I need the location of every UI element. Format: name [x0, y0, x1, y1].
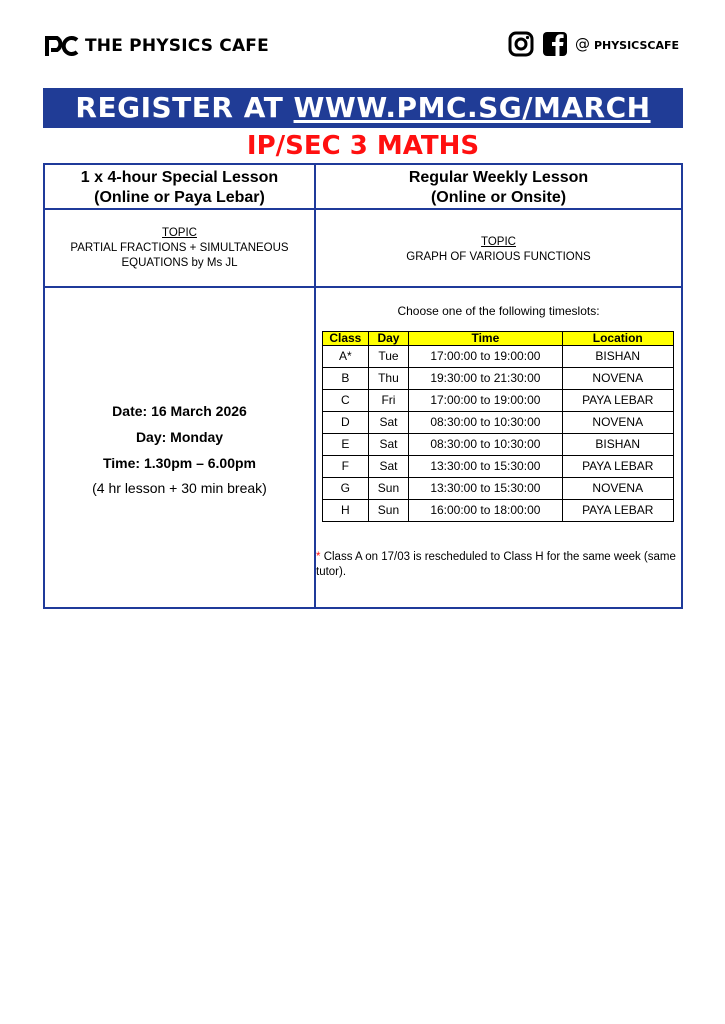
- time-cell: 08:30:00 to 10:30:00: [409, 434, 562, 456]
- register-banner: [43, 88, 683, 128]
- timeslot-header-row: [323, 332, 674, 346]
- page-header: [43, 30, 683, 66]
- table-row: [323, 478, 674, 500]
- location-cell: NOVENA: [562, 412, 673, 434]
- special-topic-cell: [45, 212, 314, 288]
- register-url-link[interactable]: WWW.PMC.SG/MARCH: [293, 91, 651, 124]
- social-links: [501, 30, 679, 58]
- brand-name: THE PHYSICS CAFE: [85, 36, 269, 56]
- table-row: [323, 434, 674, 456]
- regular-topic-label: TOPIC: [481, 236, 516, 248]
- pc-logo-icon: [43, 34, 81, 58]
- footnote-text: Class A on 17/03 is rescheduled to Class H for the same week (same tutor).: [316, 551, 676, 578]
- brand: [43, 34, 269, 58]
- table-row: [323, 346, 674, 368]
- time-cell: 19:30:00 to 21:30:00: [409, 368, 562, 390]
- time-cell: 08:30:00 to 10:30:00: [409, 412, 562, 434]
- header-location: Location: [562, 332, 673, 346]
- day-cell: Thu: [368, 368, 409, 390]
- subject-title: IP/SEC 3 MATHS: [246, 131, 480, 161]
- regular-topic: GRAPH OF VARIOUS FUNCTIONS: [406, 251, 591, 263]
- class-cell: B: [323, 368, 369, 390]
- location-cell: BISHAN: [562, 346, 673, 368]
- location-cell: PAYA LEBAR: [562, 456, 673, 478]
- special-topic-label: TOPIC: [162, 227, 197, 239]
- schedule-table: [43, 163, 683, 609]
- header-day: Day: [368, 332, 409, 346]
- special-lesson-heading: [45, 165, 314, 210]
- class-cell: A*: [323, 346, 369, 368]
- location-cell: NOVENA: [562, 368, 673, 390]
- class-cell: F: [323, 456, 369, 478]
- register-prefix: REGISTER AT: [75, 91, 284, 124]
- regular-topic-cell: [316, 212, 681, 288]
- special-day: Day: Monday: [135, 429, 224, 445]
- time-cell: 13:30:00 to 15:30:00: [409, 478, 562, 500]
- day-cell: Fri: [368, 390, 409, 412]
- header-class: Class: [323, 332, 369, 346]
- day-cell: Sun: [368, 478, 409, 500]
- regular-lesson-column: [316, 165, 681, 607]
- time-cell: 17:00:00 to 19:00:00: [409, 390, 562, 412]
- special-heading-line2: (Online or Paya Lebar): [94, 189, 265, 206]
- regular-heading-line1: Regular Weekly Lesson: [408, 169, 589, 186]
- class-cell: E: [323, 434, 369, 456]
- regular-heading-line2: (Online or Onsite): [430, 189, 567, 206]
- special-date: Date: 16 March 2026: [112, 403, 247, 419]
- special-topic-line2: EQUATIONS by Ms JL: [121, 257, 238, 269]
- special-time: Time: 1.30pm – 6.00pm: [102, 455, 257, 471]
- location-cell: NOVENA: [562, 478, 673, 500]
- special-details-cell: [45, 290, 314, 607]
- header-time: Time: [409, 332, 562, 346]
- location-cell: PAYA LEBAR: [562, 390, 673, 412]
- time-cell: 17:00:00 to 19:00:00: [409, 346, 562, 368]
- time-cell: 13:30:00 to 15:30:00: [409, 456, 562, 478]
- footnote-star: *: [316, 551, 321, 563]
- table-row: [323, 390, 674, 412]
- table-row: [323, 500, 674, 522]
- class-cell: D: [323, 412, 369, 434]
- location-cell: BISHAN: [562, 434, 673, 456]
- location-cell: PAYA LEBAR: [562, 500, 673, 522]
- table-row: [323, 412, 674, 434]
- day-cell: Sun: [368, 500, 409, 522]
- day-cell: Sat: [368, 434, 409, 456]
- at-sign: @: [574, 35, 590, 53]
- handle-text: PHYSICSCAFE: [593, 39, 679, 52]
- facebook-icon[interactable]: [541, 30, 569, 58]
- class-cell: C: [323, 390, 369, 412]
- special-note: (4 hr lesson + 30 min break): [92, 480, 267, 496]
- reschedule-footnote: [316, 550, 677, 580]
- special-lesson-column: [45, 165, 316, 607]
- class-cell: H: [323, 500, 369, 522]
- class-cell: G: [323, 478, 369, 500]
- special-topic-line1: PARTIAL FRACTIONS + SIMULTANEOUS: [70, 242, 289, 254]
- social-handle[interactable]: [575, 35, 679, 53]
- day-cell: Sat: [368, 412, 409, 434]
- table-row: [323, 368, 674, 390]
- day-cell: Tue: [368, 346, 409, 368]
- time-cell: 16:00:00 to 18:00:00: [409, 500, 562, 522]
- instagram-icon[interactable]: [507, 30, 535, 58]
- regular-timeslots-cell: [316, 290, 681, 607]
- regular-lesson-heading: [316, 165, 681, 210]
- table-row: [323, 456, 674, 478]
- timeslot-table: [322, 331, 674, 522]
- choose-timeslot-text: Choose one of the following timeslots:: [397, 304, 600, 318]
- day-cell: Sat: [368, 456, 409, 478]
- special-heading-line1: 1 x 4-hour Special Lesson: [80, 169, 279, 186]
